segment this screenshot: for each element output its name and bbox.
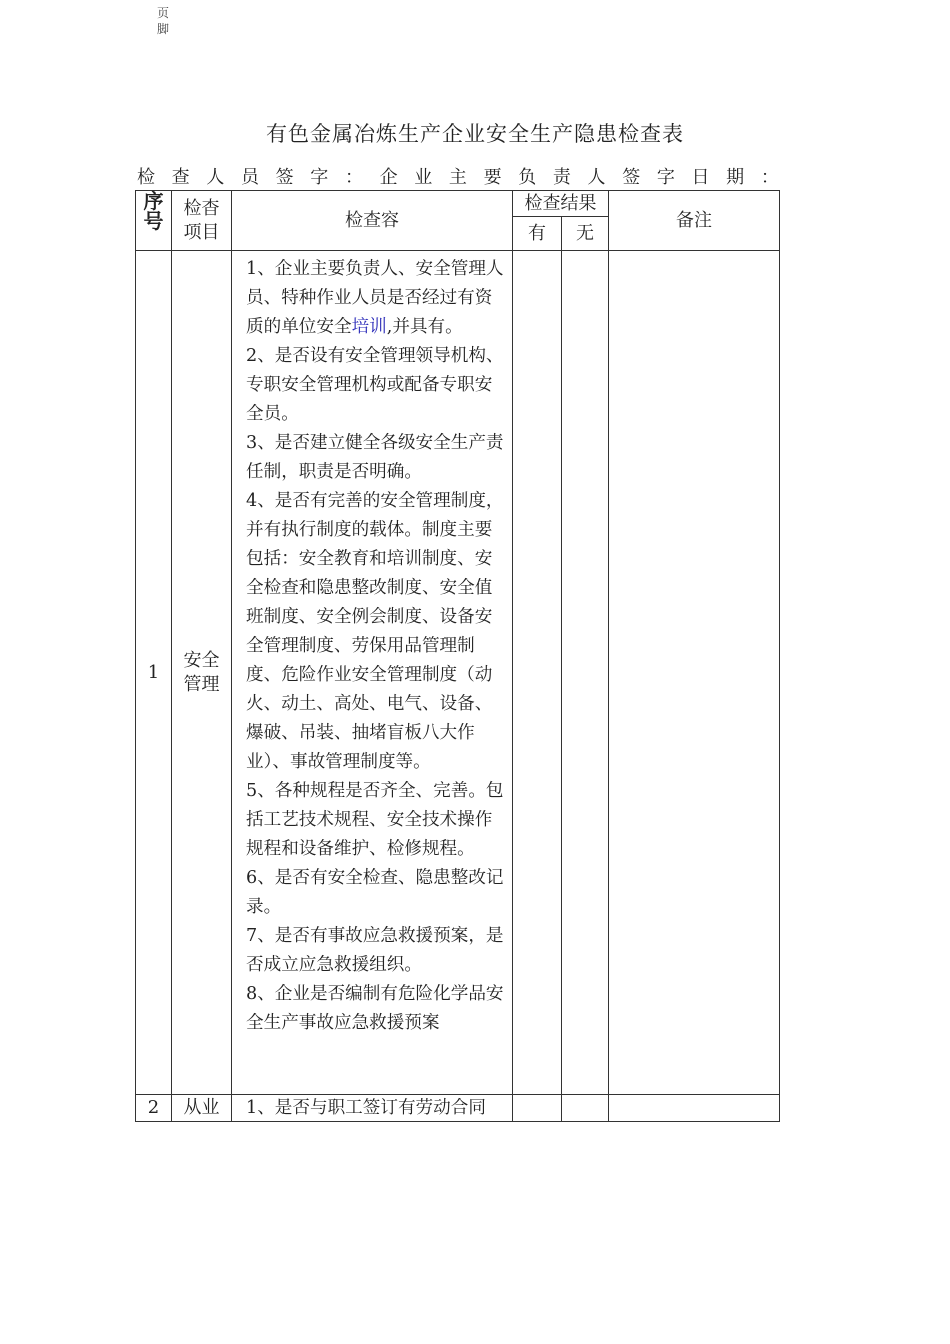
check-item: 2、是否设有安全管理领导机构、专职安全管理机构或配备专职安全员。 <box>246 346 504 424</box>
table-rule <box>231 190 232 1122</box>
row-2-seq: 2 <box>147 1097 160 1118</box>
row-1-item-line: 安全 <box>183 649 220 671</box>
check-item: 6、是否有安全检查、隐患整改记录。 <box>246 868 504 917</box>
sign-char: ： <box>344 167 363 188</box>
check-item: 4、是否有完善的安全管理制度，并有执行制度的载体。制度主要包括：安全教育和培训制度、安全检查和隐患整改制度、安全值班制度、安全例会制度、设备安全管理制度、劳保用品管理制度、危险作业安全管理制度（动火、动土、高处、电气、设备、爆破、吊装、抽堵盲板八大作业）、事故管理制度等。 <box>246 491 504 772</box>
row-2-content: 1、是否与职工签订有劳动合同 <box>246 1098 486 1118</box>
sign-char: 负 <box>518 167 537 188</box>
training-link[interactable]: 培训 <box>351 317 387 337</box>
sign-char: 查 <box>171 167 190 188</box>
sign-char: 员 <box>240 167 259 188</box>
check-item: 5、各种规程是否齐全、完善。包括工艺技术规程、安全技术操作规程和设备维护、检修规程。 <box>246 781 504 859</box>
table-border-right <box>779 190 780 1122</box>
header-result: 检查结果 <box>524 192 597 214</box>
check-item-text: 1、企业主要负责人、安全管理人员、特种作业人员是否经过有资质的单位安全 <box>246 259 504 337</box>
sign-char: 人 <box>206 167 225 188</box>
sign-char: ： <box>760 167 779 188</box>
sign-char: 要 <box>483 167 502 188</box>
header-item-line: 检杳 <box>183 197 220 219</box>
sign-char: 企 <box>379 167 398 188</box>
row-1-item-line: 管理 <box>183 673 220 695</box>
table-rule <box>512 190 513 1122</box>
header-item-line: 项目 <box>183 221 220 243</box>
check-item: 7、是否有事故应急救援预案，是否成立应急救援组织。 <box>246 926 504 975</box>
sign-char: 字 <box>656 167 675 188</box>
header-note-char: 页 <box>157 6 170 20</box>
header-item <box>172 191 231 250</box>
header-seq-char: 序 <box>143 189 164 213</box>
check-item-text: ,并具有。 <box>386 317 463 337</box>
row-1-seq: 1 <box>147 661 160 683</box>
sign-char: 签 <box>622 167 641 188</box>
document-title: 有色金属冶炼生产企业安全生产隐患检查表 <box>266 122 684 146</box>
row-1-content <box>246 255 508 1093</box>
header-note-char: 脚 <box>157 22 170 36</box>
row-1-item <box>172 251 231 1094</box>
check-item: 8、企业是否编制有危险化学品安全生产事故应急救援预案 <box>246 984 504 1033</box>
header-note <box>157 5 171 37</box>
table-rule <box>608 190 609 1122</box>
sign-char: 检 <box>137 167 155 188</box>
header-content: 检查容 <box>345 209 399 231</box>
header-remark: 备注 <box>676 209 712 231</box>
sign-char: 人 <box>587 167 606 188</box>
check-item: 3、是否建立健全各级安全生产责任制，职责是否明确。 <box>246 433 504 482</box>
sign-char: 字 <box>310 167 329 188</box>
sign-char: 签 <box>275 167 294 188</box>
sign-char: 期 <box>726 167 745 188</box>
header-yes: 有 <box>528 222 546 244</box>
header-no: 无 <box>576 222 594 244</box>
signature-row <box>137 166 779 190</box>
table-rule <box>561 216 562 1122</box>
sign-char: 责 <box>552 167 571 188</box>
header-seq <box>136 191 171 250</box>
row-2-item: 从业 <box>183 1097 220 1118</box>
sign-char: 业 <box>414 167 433 188</box>
sign-char: 主 <box>448 167 467 188</box>
check-item <box>246 255 508 342</box>
sign-char: 日 <box>691 167 710 188</box>
header-seq-char: 号 <box>143 209 164 233</box>
